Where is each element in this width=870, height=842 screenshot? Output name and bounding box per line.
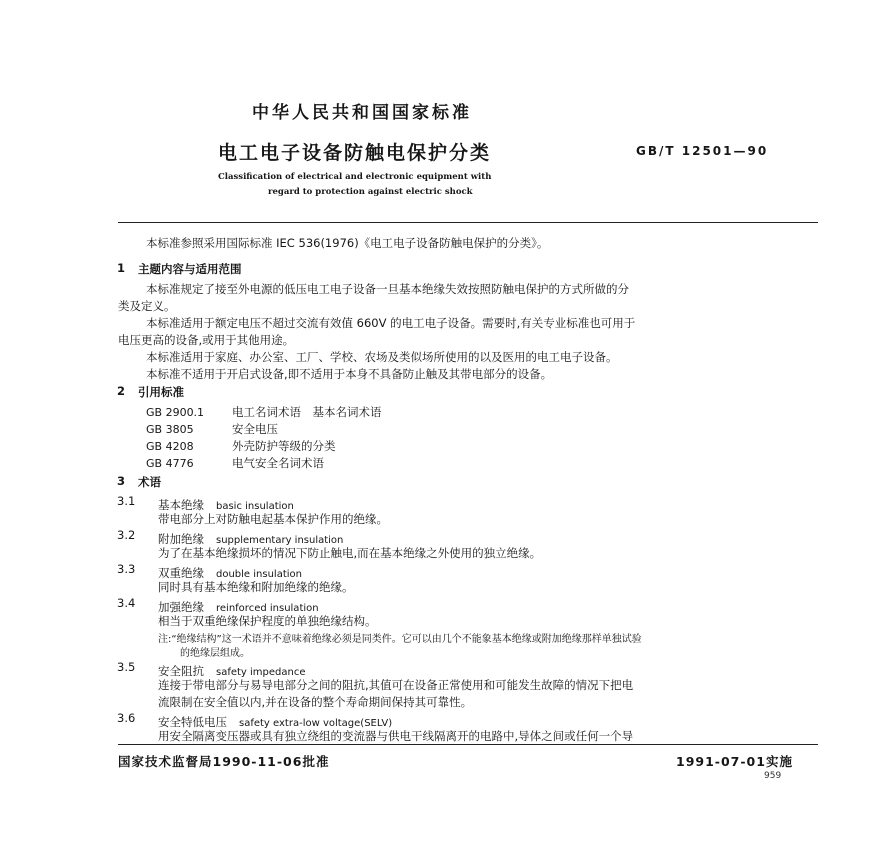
reference-code: GB 4208 [146, 440, 194, 453]
term-chinese: 安全特低电压 [158, 715, 227, 729]
section-1-para-1-line-1: 本标准规定了接至外电源的低压电工电子设备一旦基本绝缘失效按照防触电保护的方式所做的分 [146, 282, 629, 296]
section-2-number: 2 [117, 384, 126, 398]
section-1-para-1-line-2: 类及定义。 [118, 299, 176, 313]
org-title: 中华人民共和国国家标准 [252, 103, 472, 123]
term-chinese: 加强绝缘 [158, 600, 204, 614]
term-chinese: 双重绝缘 [158, 566, 204, 580]
section-1-para-2-line-1: 本标准适用于额定电压不超过交流有效值 660V 的电工电子设备。需要时,有关专业标准也可用于 [146, 316, 636, 330]
english-title-line-2: regard to protection against electric shock [268, 187, 473, 197]
term-definition: 流限制在安全值以内,并在设备的整个寿命期间保持其可靠性。 [158, 695, 473, 709]
doc-title: 电工电子设备防触电保护分类 [218, 142, 492, 164]
reference-code: GB 3805 [146, 423, 194, 436]
reference-code: GB 2900.1 [146, 406, 205, 419]
footer-divider [118, 744, 818, 745]
term-english: reinforced insulation [216, 603, 319, 614]
term-number: 3.4 [117, 596, 136, 610]
term-chinese: 基本绝缘 [158, 498, 204, 512]
term-definition: 带电部分上对防触电起基本保护作用的绝缘。 [158, 512, 388, 526]
term-number: 3.2 [117, 528, 136, 542]
section-1-para-4: 本标准不适用于开启式设备,即不适用于本身不具备防止触及其带电部分的设备。 [146, 367, 553, 381]
reference-item [146, 455, 324, 471]
reference-title: 外壳防护等级的分类 [232, 439, 336, 453]
section-3-number: 3 [117, 474, 126, 488]
section-2-title: 引用标准 [138, 385, 184, 399]
header-divider [118, 222, 818, 223]
effective-date: 1991-07-01实施 [676, 754, 793, 769]
term-english: supplementary insulation [216, 535, 344, 546]
page-number: 959 [764, 771, 782, 781]
reference-item [146, 404, 382, 420]
section-1-para-2-line-2: 电压更高的设备,或用于其他用途。 [118, 333, 295, 347]
reference-item [146, 421, 278, 437]
term-english: safety impedance [216, 667, 306, 678]
reference-title: 电气安全名词术语 [232, 456, 324, 470]
reference-title: 电工名词术语 基本名词术语 [232, 405, 382, 419]
term-number: 3.5 [117, 660, 136, 674]
term-english: double insulation [216, 569, 302, 580]
term-english: safety extra-low voltage(SELV) [239, 718, 393, 729]
reference-title: 安全电压 [232, 422, 278, 436]
term-number: 3.1 [117, 494, 136, 508]
section-1-title: 主题内容与适用范围 [138, 262, 242, 276]
term-definition: 相当于双重绝缘保护程度的单独绝缘结构。 [158, 614, 377, 628]
term-definition: 同时具有基本绝缘和附加绝缘的绝缘。 [158, 580, 354, 594]
term-number: 3.6 [117, 711, 136, 725]
standard-number: GB/T 12501—90 [636, 144, 769, 158]
term-chinese: 附加绝缘 [158, 532, 204, 546]
reference-code: GB 4776 [146, 457, 194, 470]
term-chinese: 安全阻抗 [158, 664, 204, 678]
term-number: 3.3 [117, 562, 136, 576]
english-title-line-1: Classification of electrical and electronic equipment with [218, 172, 492, 182]
intro-paragraph: 本标准参照采用国际标准 IEC 536(1976)《电工电子设备防触电保护的分类》。 [146, 236, 549, 250]
section-1-number: 1 [117, 261, 126, 275]
section-1-para-3: 本标准适用于家庭、办公室、工厂、学校、农场及类似场所使用的以及医用的电工电子设备。 [146, 350, 618, 364]
term-definition: 连接于带电部分与易导电部分之间的阻抗,其值可在设备正常使用和可能发生故障的情况下把电 [158, 678, 634, 692]
term-english: basic insulation [216, 501, 294, 512]
note-line-2: 的绝缘层组成。 [180, 648, 250, 659]
term-definition: 为了在基本绝缘损坏的情况下防止触电,而在基本绝缘之外使用的独立绝缘。 [158, 546, 542, 560]
approval-date: 国家技术监督局1990-11-06批准 [118, 754, 330, 769]
reference-item [146, 438, 336, 454]
term-definition: 用安全隔离变压器或具有独立绕组的变流器与供电干线隔离开的电路中,导体之间或任何一个导 [158, 729, 634, 743]
note-line-1: 注:“绝缘结构”这一术语并不意味着绝缘必须是同类件。它可以由几个不能象基本绝缘或附加绝缘那样单独试验 [158, 634, 642, 645]
section-3-title: 术语 [138, 475, 161, 489]
